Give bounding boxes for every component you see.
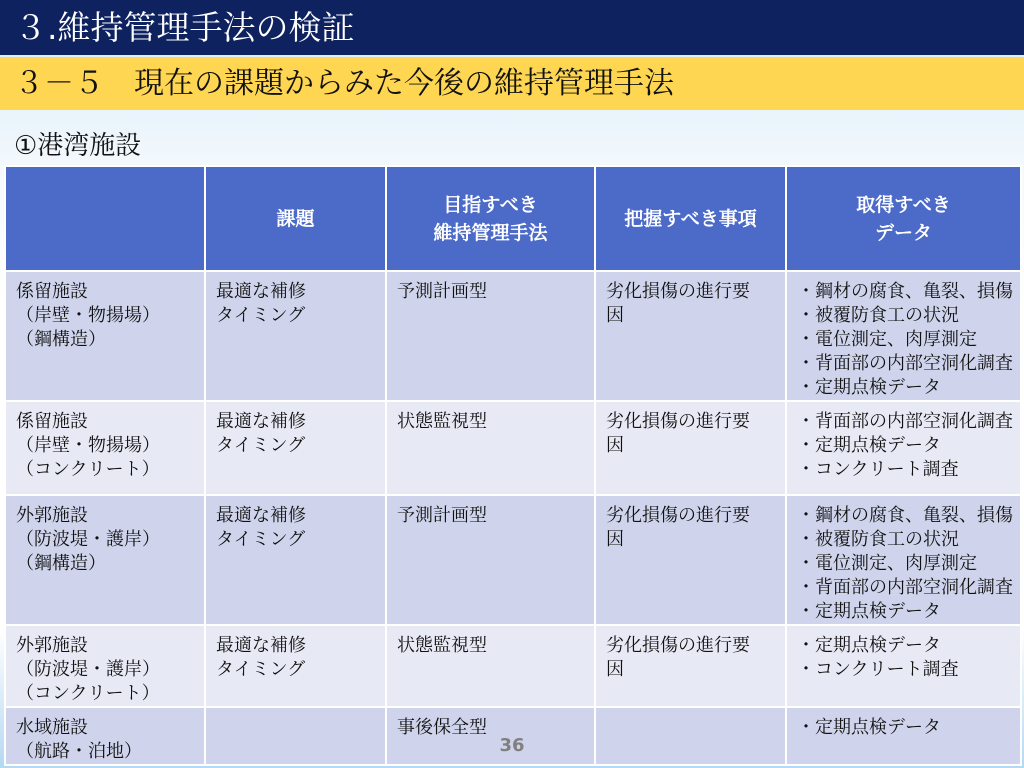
slide-title: ３.維持管理手法の検証 bbox=[14, 8, 355, 47]
data-item: ・被覆防食工の状況 bbox=[797, 305, 959, 326]
focus-text: 劣化損傷の進行要因 bbox=[606, 635, 750, 680]
cell-issue bbox=[205, 271, 386, 401]
cell-method bbox=[386, 495, 595, 625]
table-header-row bbox=[5, 166, 1021, 271]
issue-line: タイミング bbox=[216, 529, 306, 550]
facility-line: 係留施設 bbox=[16, 411, 88, 432]
cell-focus bbox=[595, 495, 786, 625]
issue-line: 最適な補修 bbox=[216, 635, 306, 656]
section-title-bar bbox=[0, 57, 1024, 110]
data-item: ・定期点検データ bbox=[797, 717, 941, 738]
facility-line: （岸壁・物揚場） bbox=[16, 305, 160, 326]
table-body bbox=[5, 271, 1021, 765]
issue-line: タイミング bbox=[216, 659, 306, 680]
data-item: ・定期点検データ bbox=[797, 635, 941, 656]
table-header bbox=[5, 166, 1021, 271]
issue-line: 最適な補修 bbox=[216, 411, 306, 432]
cell-issue bbox=[205, 495, 386, 625]
facility-line: （コンクリート） bbox=[16, 683, 160, 704]
issue-line: タイミング bbox=[216, 435, 306, 456]
data-item: ・定期点検データ bbox=[797, 377, 941, 398]
column-header-data bbox=[786, 166, 1021, 271]
data-item: ・鋼材の腐食、亀裂、損傷 bbox=[797, 281, 1013, 302]
cell-data bbox=[786, 625, 1021, 707]
facility-line: 外郭施設 bbox=[16, 505, 88, 526]
facility-line: 水域施設 bbox=[16, 717, 88, 738]
focus-text: 劣化損傷の進行要因 bbox=[606, 411, 750, 456]
cell-facility bbox=[5, 401, 205, 495]
facility-line: （防波堤・護岸） bbox=[16, 659, 160, 680]
cell-facility bbox=[5, 271, 205, 401]
slide-title-bar bbox=[0, 0, 1024, 55]
data-item: ・コンクリート調査 bbox=[797, 659, 959, 680]
data-item: ・電位測定、肉厚測定 bbox=[797, 553, 977, 574]
cell-issue bbox=[205, 625, 386, 707]
issue-line: 最適な補修 bbox=[216, 281, 306, 302]
cell-data bbox=[786, 271, 1021, 401]
table-row bbox=[5, 401, 1021, 495]
cell-method bbox=[386, 401, 595, 495]
table-row bbox=[5, 625, 1021, 707]
column-header-issue bbox=[205, 166, 386, 271]
focus-text: 劣化損傷の進行要因 bbox=[606, 281, 750, 326]
data-item: ・背面部の内部空洞化調査 bbox=[797, 353, 1013, 374]
cell-issue bbox=[205, 401, 386, 495]
data-item: ・背面部の内部空洞化調査 bbox=[797, 411, 1013, 432]
subheading: ①港湾施設 bbox=[14, 131, 142, 161]
method-text: 予測計画型 bbox=[397, 281, 487, 302]
cell-focus bbox=[595, 401, 786, 495]
column-header-line: データ bbox=[874, 221, 932, 244]
cell-data bbox=[786, 401, 1021, 495]
page-number: 36 bbox=[499, 735, 525, 756]
cell-facility bbox=[5, 625, 205, 707]
cell-data bbox=[786, 495, 1021, 625]
data-item: ・定期点検データ bbox=[797, 435, 941, 456]
cell-method bbox=[386, 625, 595, 707]
cell-focus bbox=[595, 271, 786, 401]
facility-line: 外郭施設 bbox=[16, 635, 88, 656]
facility-line: 係留施設 bbox=[16, 281, 88, 302]
data-item: ・電位測定、肉厚測定 bbox=[797, 329, 977, 350]
column-header-focus bbox=[595, 166, 786, 271]
facility-line: （鋼構造） bbox=[16, 329, 106, 350]
issue-line: タイミング bbox=[216, 305, 306, 326]
data-item: ・鋼材の腐食、亀裂、損傷 bbox=[797, 505, 1013, 526]
data-item: ・定期点検データ bbox=[797, 601, 941, 622]
table-row bbox=[5, 271, 1021, 401]
facility-line: （防波堤・護岸） bbox=[16, 529, 160, 550]
column-header-line: 取得すべき bbox=[856, 193, 951, 216]
facility-line: （岸壁・物揚場） bbox=[16, 435, 160, 456]
method-text: 状態監視型 bbox=[397, 411, 487, 432]
facility-line: （コンクリート） bbox=[16, 459, 160, 480]
column-header-line: 目指すべき bbox=[443, 193, 538, 216]
focus-text: 劣化損傷の進行要因 bbox=[606, 505, 750, 550]
column-header-facility bbox=[5, 166, 205, 271]
method-text: 事後保全型 bbox=[397, 717, 487, 738]
method-text: 状態監視型 bbox=[397, 635, 487, 656]
cell-facility bbox=[5, 495, 205, 625]
maintenance-table bbox=[4, 165, 1022, 766]
facility-line: （航路・泊地） bbox=[16, 741, 142, 762]
method-text: 予測計画型 bbox=[397, 505, 487, 526]
cell-method bbox=[386, 271, 595, 401]
section-title: ３－５ 現在の課題からみた今後の維持管理手法 bbox=[14, 66, 674, 101]
column-header-method bbox=[386, 166, 595, 271]
data-item: ・背面部の内部空洞化調査 bbox=[797, 577, 1013, 598]
issue-line: 最適な補修 bbox=[216, 505, 306, 526]
cell-focus bbox=[595, 625, 786, 707]
column-header-line: 維持管理手法 bbox=[433, 221, 548, 244]
facility-line: （鋼構造） bbox=[16, 553, 106, 574]
data-item: ・被覆防食工の状況 bbox=[797, 529, 959, 550]
data-item: ・コンクリート調査 bbox=[797, 459, 959, 480]
column-header-line: 把握すべき事項 bbox=[624, 207, 757, 230]
column-header-line: 課題 bbox=[276, 207, 315, 230]
table-row bbox=[5, 495, 1021, 625]
